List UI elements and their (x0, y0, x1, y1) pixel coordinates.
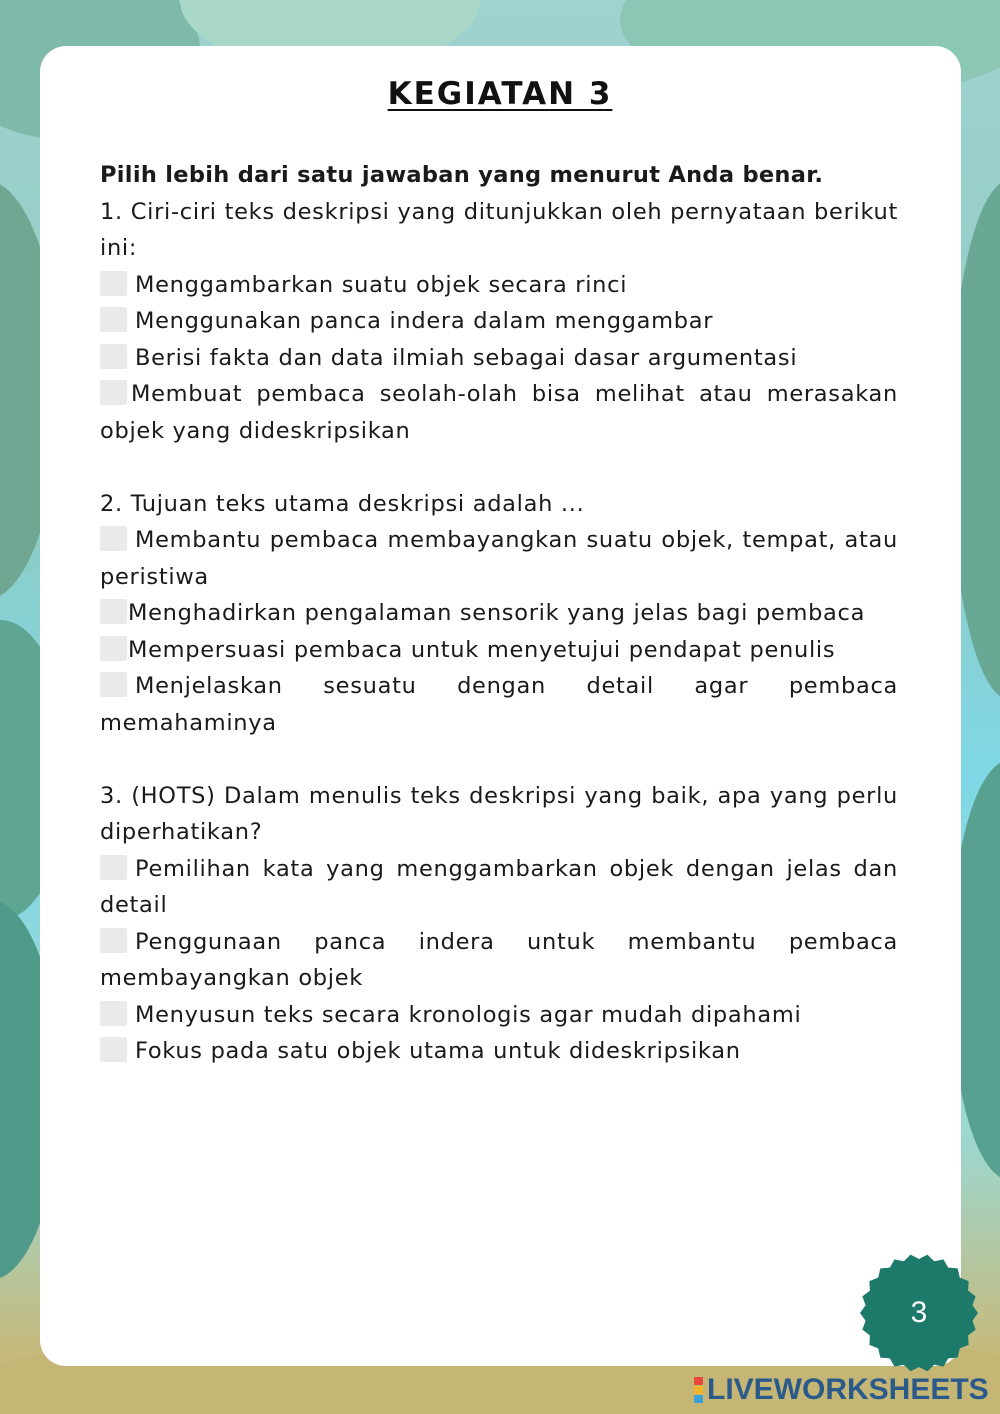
option-1c: Berisi fakta dan data ilmiah sebagai dasar argumentasi (100, 340, 898, 377)
instruction: Pilih lebih dari satu jawaban yang menurut Anda benar. (100, 162, 824, 188)
page-title: KEGIATAN 3 (387, 76, 613, 112)
checkbox[interactable] (100, 1001, 127, 1026)
page-number-badge (859, 1253, 979, 1373)
question-3: 3. (HOTS) Dalam menulis teks deskripsi yang baik, apa yang perlu diperhatikan? (100, 782, 898, 845)
checkbox[interactable] (100, 928, 127, 953)
checkbox[interactable] (100, 636, 127, 661)
option-2b: Menghadirkan pengalaman sensorik yang jelas bagi pembaca (100, 595, 898, 632)
spacer (100, 741, 898, 778)
option-2d: Menjelaskan sesuatu dengan detail agar pembaca memahaminya (100, 673, 898, 736)
page-number: 3 (910, 1296, 928, 1329)
worksheet-content (100, 157, 898, 1070)
liveworksheets-logo-icon (694, 1377, 703, 1403)
checkbox[interactable] (100, 271, 127, 296)
brand-name: LIVEWORKSHEETS (707, 1373, 989, 1406)
checkbox[interactable] (100, 307, 127, 332)
brand-footer (694, 1372, 989, 1408)
option-2a: Membantu pembaca membayangkan suatu objek, tempat, atau peristiwa (100, 527, 898, 590)
checkbox[interactable] (100, 599, 127, 624)
option-1b: Menggunakan panca indera dalam menggambar (100, 303, 898, 340)
spacer (100, 449, 898, 486)
option-3a: Pemilihan kata yang menggambarkan objek dengan jelas dan detail (100, 855, 898, 918)
checkbox[interactable] (100, 526, 127, 551)
option-2c: Mempersuasi pembaca untuk menyetujui pendapat penulis (100, 632, 898, 669)
option-1a: Menggambarkan suatu objek secara rinci (100, 267, 898, 304)
option-3d: Fokus pada satu objek utama untuk dideskripsikan (100, 1033, 898, 1070)
checkbox[interactable] (100, 380, 127, 405)
question-2: 2. Tujuan teks utama deskripsi adalah ... (100, 490, 585, 517)
question-1: 1. Ciri-ciri teks deskripsi yang ditunjukkan oleh pernyataan berikut ini: (100, 198, 898, 261)
checkbox[interactable] (100, 1037, 127, 1062)
option-1d: Membuat pembaca seolah-olah bisa melihat atau merasakan objek yang dideskripsikan (100, 381, 898, 444)
checkbox[interactable] (100, 855, 127, 880)
checkbox[interactable] (100, 344, 127, 369)
option-3b: Penggunaan panca indera untuk membantu pembaca membayangkan objek (100, 928, 898, 991)
option-3c: Menyusun teks secara kronologis agar mudah dipahami (100, 997, 898, 1034)
checkbox[interactable] (100, 672, 127, 697)
